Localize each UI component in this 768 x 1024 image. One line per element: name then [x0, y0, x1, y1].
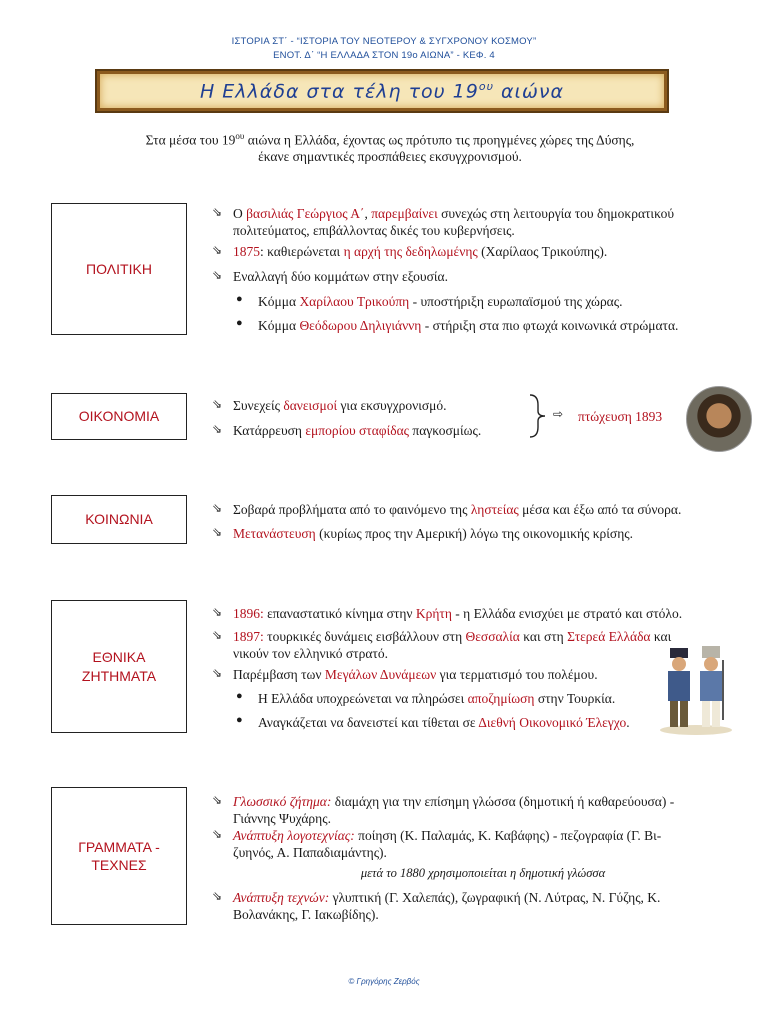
grammata-line-1-cont: Γιάννης Ψυχάρης. [233, 811, 331, 826]
grammata-line-2: Ανάπτυξη λογοτεχνίας: ποίηση (Κ. Παλαμάς, Κ. Καβάφης) - πεζογραφία (Γ. Βι- [233, 828, 662, 843]
ethnika-line-3: Παρέμβαση των Μεγάλων Δυνάμεων για τερματισμό του πολέμου. [233, 667, 598, 682]
oikonomia-line-2: Κατάρρευση εμπορίου σταφίδας παγκοσμίως. [233, 423, 482, 438]
politiki-line-4: Κόμμα Χαρίλαου Τρικούπη - υποστήριξη ευρωπαϊσμού της χώρας. [258, 294, 623, 309]
politiki-line-1-cont: πολιτεύματος, επιβάλλοντας δικές του κυβερνήσεις. [233, 223, 515, 238]
title-banner [95, 69, 669, 113]
politiki-line-2: 1875: καθιερώνεται η αρχή της δεδηλωμένης (Χαρίλαος Τρικούπης). [233, 244, 608, 259]
arrow-bullet-icon: ⇘ [212, 525, 223, 539]
intro-line-1: Στα μέσα του $19^{o\upsilon}$ αιώνα η Ελλάδα, έχοντας ως πρότυπο τις προηγμένες χώρες της Δύσης, [145, 131, 635, 148]
politiki-line-3: Εναλλαγή δύο κομμάτων στην εξουσία. [233, 269, 448, 284]
arrow-bullet-icon: ⇘ [212, 501, 223, 515]
grammata-note: μετά το 1880 χρησιμοποιείται η δημοτική γλώσσα [360, 866, 606, 880]
portrait-image [686, 386, 752, 452]
oikonomia-result: πτώχευση 1893 [578, 409, 663, 424]
page-title: Η Ελλάδα στα τέλη του $19^{o\upsilon}$ αιώνα [199, 80, 565, 103]
bullet-dot-icon: ● [236, 317, 243, 329]
ethnika-line-2: 1897: τουρκικές δυνάμεις εισβάλλουν στη Θεσσαλία και στη Στερεά Ελλάδα και [233, 629, 672, 644]
copyright-footer: © Γρηγόρης Ζερβός [348, 977, 420, 986]
ethnika-line-2-cont: νικούν τον ελληνικό στρατό. [233, 646, 388, 661]
header-line-1: ΙΣΤΟΡΙΑ ΣΤ΄ - “ΙΣΤΟΡΙΑ ΤΟΥ ΝΕΟΤΕΡΟΥ & ΣΥΓΧΡΟΝΟΥ ΚΟΣΜΟΥ” [231, 36, 537, 47]
koinonia-line-2: Μετανάστευση (κυρίως προς την Αμερική) λόγω της οικονομικής κρίσης. [233, 526, 633, 541]
soldiers-illustration [656, 640, 736, 736]
arrow-right-icon: ⇨ [553, 407, 564, 421]
section-label-politiki: ΠΟΛΙΤΙΚΗ [51, 203, 187, 335]
bullet-dot-icon: ● [236, 293, 243, 305]
grammata-line-3: Ανάπτυξη τεχνών: γλυπτική (Γ. Χαλεπάς), ζωγραφική (Ν. Λύτρας, Ν. Γύζης, Κ. [233, 890, 661, 905]
grammata-line-3-cont: Βολανάκης, Γ. Ιακωβίδης). [233, 907, 379, 922]
arrow-bullet-icon: ⇘ [212, 243, 223, 257]
bullet-dot-icon: ● [236, 690, 243, 702]
section-label-oikonomia: ΟΙΚΟΝΟΜΙΑ [51, 393, 187, 440]
arrow-bullet-icon: ⇘ [212, 889, 223, 903]
curly-brace-icon [528, 393, 548, 439]
politiki-line-5: Κόμμα Θεόδωρου Δηλιγιάννη - στήριξη στα πιο φτωχά κοινωνικά στρώματα. [258, 318, 679, 333]
section-label-grammata: ΓΡΑΜΜΑΤΑ - ΤΕΧΝΕΣ [51, 787, 187, 925]
arrow-bullet-icon: ⇘ [212, 666, 223, 680]
arrow-bullet-icon: ⇘ [212, 268, 223, 282]
header-line-2: ΕΝΟΤ. Δ΄ “Η ΕΛΛΑΔΑ ΣΤΟΝ 19ο ΑΙΩΝΑ” - ΚΕΦ. 4 [273, 50, 495, 61]
arrow-bullet-icon: ⇘ [212, 605, 223, 619]
ethnika-line-4: Η Ελλάδα υποχρεώνεται να πληρώσει αποζημίωση στην Τουρκία. [258, 691, 616, 706]
oikonomia-line-1: Συνεχείς δανεισμοί για εκσυγχρονισμό. [233, 398, 447, 413]
ethnika-line-5: Αναγκάζεται να δανειστεί και τίθεται σε Διεθνή Οικονομικό Έλεγχο. [258, 715, 630, 730]
grammata-line-2-cont: ζυηνός, Α. Παπαδιαμάντης). [233, 845, 387, 860]
bullet-dot-icon: ● [236, 714, 243, 726]
ethnika-line-1: 1896: επαναστατικό κίνημα στην Κρήτη - η Ελλάδα ενισχύει με στρατό και στόλο. [233, 606, 683, 621]
grammata-line-1: Γλωσσικό ζήτημα: διαμάχη για την επίσημη γλώσσα (δημοτική ή καθαρεύουσα) - [233, 794, 675, 809]
arrow-bullet-icon: ⇘ [212, 793, 223, 807]
arrow-bullet-icon: ⇘ [212, 422, 223, 436]
section-label-ethnika: ΕΘΝΙΚΑ ΖΗΤΗΜΑΤΑ [51, 600, 187, 733]
arrow-bullet-icon: ⇘ [212, 628, 223, 642]
koinonia-line-1: Σοβαρά προβλήματα από το φαινόμενο της ληστείας μέσα και έξω από τα σύνορα. [233, 502, 682, 517]
arrow-bullet-icon: ⇘ [212, 397, 223, 411]
arrow-bullet-icon: ⇘ [212, 205, 223, 219]
section-label-koinonia: ΚΟΙΝΩΝΙΑ [51, 495, 187, 544]
arrow-bullet-icon: ⇘ [212, 827, 223, 841]
intro-line-2: έκανε σημαντικές προσπάθειες εκσυγχρονισμού. [258, 149, 522, 164]
politiki-line-1: Ο βασιλιάς Γεώργιος Α΄, παρεμβαίνει συνεχώς στη λειτουργία του δημοκρατικού [233, 206, 675, 221]
